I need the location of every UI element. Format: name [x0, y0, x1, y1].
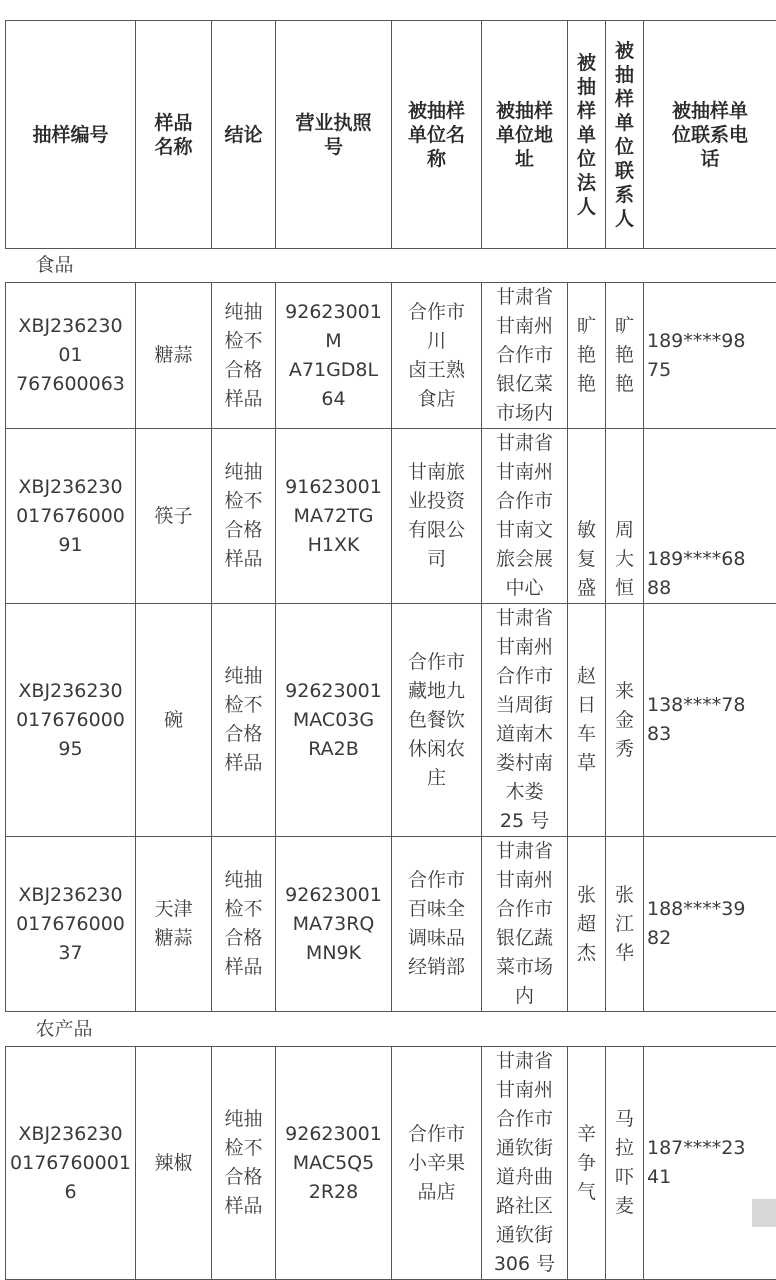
unit-name-cell: 合作市 藏地九 色餐饮 休闲农 庄: [392, 604, 482, 837]
sample-number-cell: XBJ236230 0176760001 6: [6, 1047, 136, 1280]
license-cell: 92623001 MAC03G RA2B: [276, 604, 392, 837]
section-row-food: [6, 249, 776, 283]
header-contact-person: 被 抽 样 单 位 联 系 人: [606, 21, 644, 249]
sample-number-cell: XBJ236230 017676000 37: [6, 837, 136, 1012]
header-row: [6, 21, 776, 249]
header-conclusion: 结论: [212, 21, 276, 249]
unit-address-cell: 甘肃省 甘南州 合作市 银亿蔬 菜市场 内: [482, 837, 568, 1012]
header-sample-number: 抽样编号: [6, 21, 136, 249]
license-cell: 92623001 M A71GD8L 64: [276, 283, 392, 429]
table-row: [6, 429, 776, 604]
contact-phone-cell: 138****78 83: [644, 604, 776, 837]
sample-name-cell: 辣椒: [136, 1047, 212, 1280]
legal-person-cell: 敏 复 盛: [568, 429, 606, 604]
header-unit-address: 被抽样 单位地 址: [482, 21, 568, 249]
header-business-license: 营业执照 号: [276, 21, 392, 249]
sampling-results-table: [5, 20, 776, 1280]
scroll-corner-block: [752, 1199, 776, 1227]
contact-phone-cell: 189****98 75: [644, 283, 776, 429]
unit-address-cell: 甘肃省 甘南州 合作市 银亿菜 市场内: [482, 283, 568, 429]
unit-address-cell: 甘肃省 甘南州 合作市 通钦街 道舟曲 路社区 通钦街 306 号: [482, 1047, 568, 1280]
conclusion-cell: 纯抽 检不 合格 样品: [212, 837, 276, 1012]
license-cell: 92623001 MAC5Q5 2R28: [276, 1047, 392, 1280]
unit-address-cell: 甘肃省 甘南州 合作市 甘南文 旅会展 中心: [482, 429, 568, 604]
unit-name-cell: 合作市 小辛果 品店: [392, 1047, 482, 1280]
sample-number-cell: XBJ236230 017676000 95: [6, 604, 136, 837]
sample-name-cell: 碗: [136, 604, 212, 837]
license-cell: 91623001 MA72TG H1XK: [276, 429, 392, 604]
contact-person-cell: 旷 艳 艳: [606, 283, 644, 429]
table-row: [6, 283, 776, 429]
sample-name-cell: 天津 糖蒜: [136, 837, 212, 1012]
legal-person-cell: 辛 争 气: [568, 1047, 606, 1280]
section-label: 食品: [6, 249, 776, 283]
header-contact-phone: 被抽样单 位联系电 话: [644, 21, 776, 249]
header-legal-person: 被 抽 样 单 位 法 人: [568, 21, 606, 249]
sample-name-cell: 筷子: [136, 429, 212, 604]
sample-number-cell: XBJ236230 01 767600063: [6, 283, 136, 429]
contact-person-cell: 张 江 华: [606, 837, 644, 1012]
unit-address-cell: 甘肃省 甘南州 合作市 当周街 道南木 娄村南 木娄 25 号: [482, 604, 568, 837]
contact-person-cell: 马 拉 吓 麦: [606, 1047, 644, 1280]
section-row-agricultural: [6, 1012, 776, 1047]
conclusion-cell: 纯抽 检不 合格 样品: [212, 429, 276, 604]
legal-person-cell: 张 超 杰: [568, 837, 606, 1012]
table-row: [6, 1047, 776, 1280]
unit-name-cell: 合作市 川 卤王熟 食店: [392, 283, 482, 429]
sample-name-cell: 糖蒜: [136, 283, 212, 429]
unit-name-cell: 合作市 百味全 调味品 经销部: [392, 837, 482, 1012]
unit-name-cell: 甘南旅 业投资 有限公 司: [392, 429, 482, 604]
contact-phone-cell: 187****23 41: [644, 1047, 776, 1280]
contact-person-cell: 来 金 秀: [606, 604, 644, 837]
table-row: [6, 837, 776, 1012]
license-cell: 92623001 MA73RQ MN9K: [276, 837, 392, 1012]
contact-person-cell: 周 大 恒: [606, 429, 644, 604]
table-row: [6, 604, 776, 837]
header-unit-name: 被抽样 单位名 称: [392, 21, 482, 249]
legal-person-cell: 赵 日 车 草: [568, 604, 606, 837]
conclusion-cell: 纯抽 检不 合格 样品: [212, 1047, 276, 1280]
legal-person-cell: 旷 艳 艳: [568, 283, 606, 429]
conclusion-cell: 纯抽 检不 合格 样品: [212, 604, 276, 837]
conclusion-cell: 纯抽 检不 合格 样品: [212, 283, 276, 429]
contact-phone-cell: 189****68 88: [644, 429, 776, 604]
section-label: 农产品: [6, 1012, 776, 1047]
header-sample-name: 样品 名称: [136, 21, 212, 249]
sample-number-cell: XBJ236230 017676000 91: [6, 429, 136, 604]
contact-phone-cell: 188****39 82: [644, 837, 776, 1012]
